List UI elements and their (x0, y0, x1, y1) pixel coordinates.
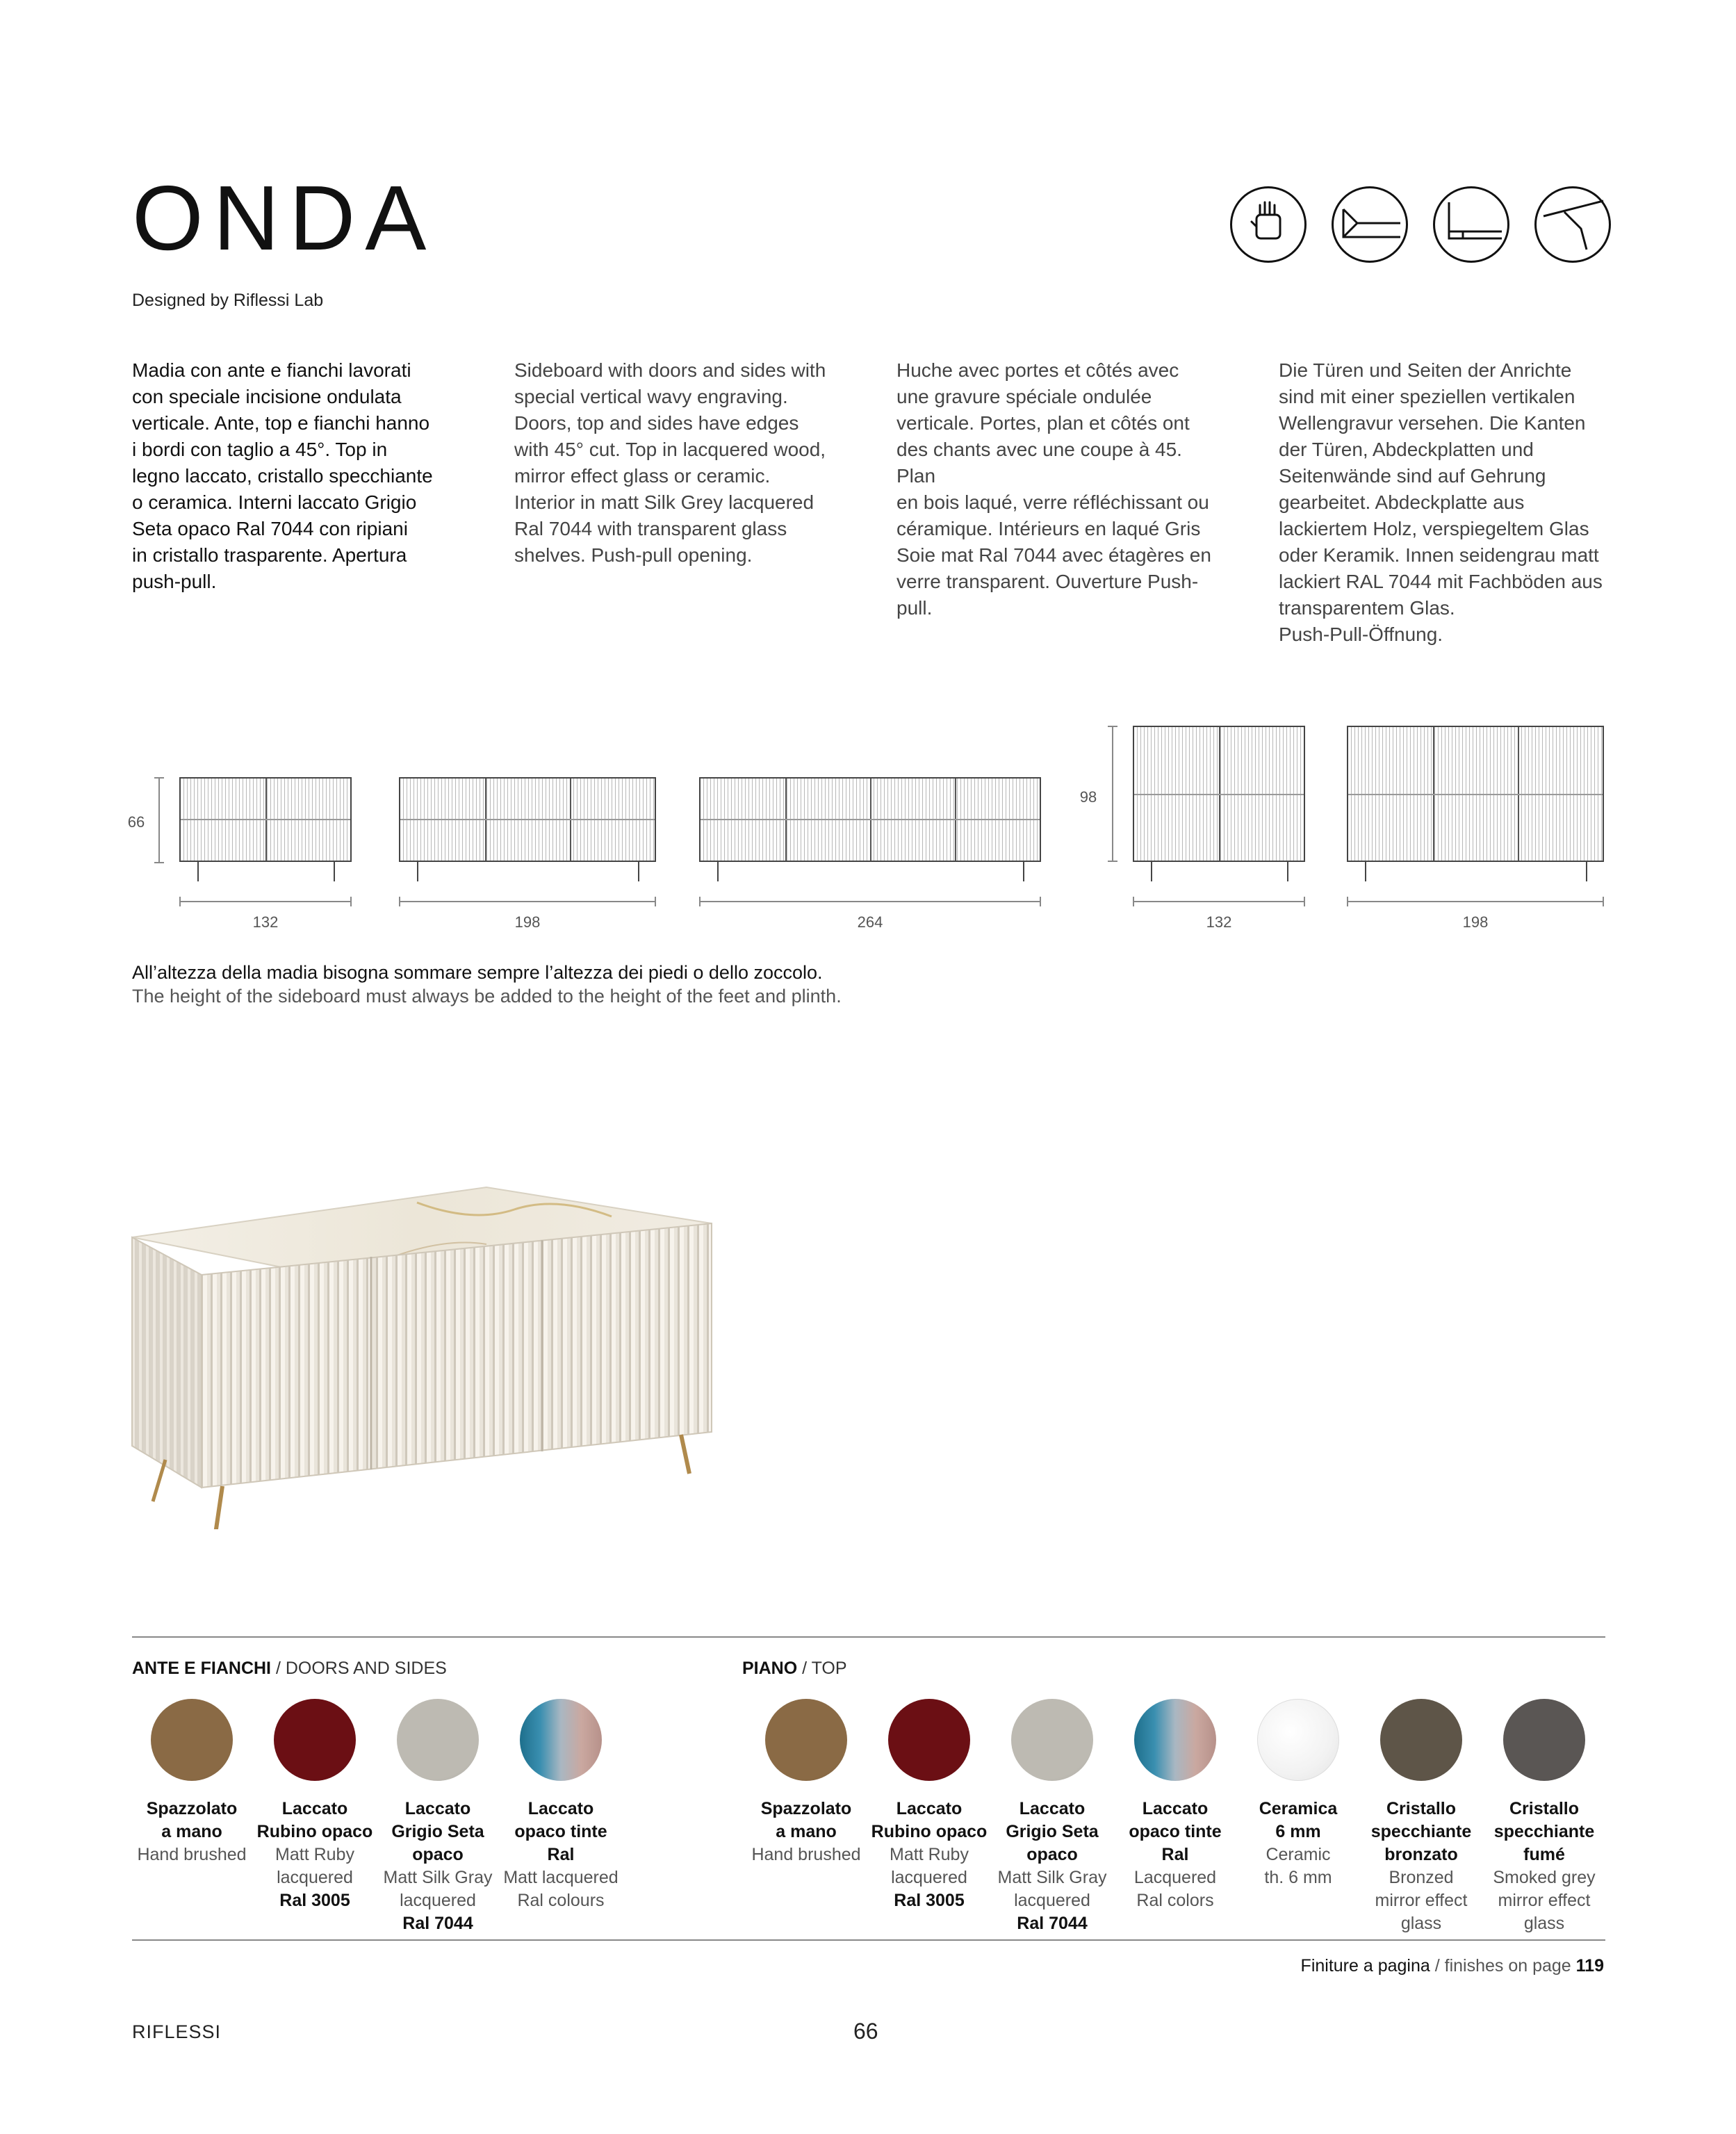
finish-subtitle: lacquered (891, 1868, 967, 1887)
angled-feet-icon (1534, 186, 1611, 263)
feature-icons (1230, 186, 1612, 270)
sideboard-leg (717, 862, 719, 881)
finish-subtitle: glass (1400, 1914, 1442, 1933)
sideboard-leg (638, 862, 639, 881)
product-photo (125, 1168, 730, 1529)
finish-subtitle: Lacquered (1133, 1868, 1217, 1887)
miter-cut-edge-icon (1332, 186, 1408, 263)
dimension-tick (154, 862, 164, 863)
finish-caption (1114, 1798, 1236, 1912)
width-dimension-line (699, 901, 1041, 902)
dimension-tick (1108, 726, 1117, 727)
finish-swatch (1257, 1699, 1339, 1781)
sideboard-leg (417, 862, 418, 881)
finish-title: Rubino opaco (256, 1822, 373, 1841)
finish-title: Rubino opaco (871, 1822, 988, 1841)
brand-footer: RIFLESSI (132, 2021, 222, 2042)
finish-subtitle: glass (1523, 1914, 1565, 1933)
description-italian: Madia con ante e fianchi lavorati con speciale incisione ondulata verticale. Ante, top e fianchi hanno i bordi con taglio a 45°. Top in legno laccato, cristallo specchiante o ceramica. Interni laccato Grigio Seta opaco Ral 7044 con ripiani in cristallo trasparente. Apertura push-pull. (132, 359, 433, 592)
width-label-264: 264 (857, 913, 883, 931)
width-label-132: 132 (252, 913, 279, 931)
finish-page-reference: Finiture a pagina / finishes on page 119 (1300, 1956, 1604, 1976)
description-french: Huche avec portes et côtés avec une gravure spéciale ondulée verticale. Portes, plan et côtés ont des chants avec une coupe à 45. Plan en bois laqué, verre réfléchissant ou céramique. Intérieurs en laqué Gris Soie mat Ral 7044 avec étagères en verre transparent. Ouverture Push- pull. (896, 359, 1211, 619)
designer-credit: Designed by Riflessi Lab (132, 291, 324, 310)
width-label-132-high: 132 (1206, 913, 1232, 931)
finish-ral-code: Ral 7044 (1017, 1914, 1088, 1933)
finish-swatch (274, 1699, 356, 1781)
finish-title: opaco (1026, 1845, 1078, 1864)
sideboard-198-high (1347, 726, 1604, 862)
description-german: Die Türen und Seiten der Anrichte sind mit einer speziellen vertikalen Wellengravur versehen. Die Kanten der Türen, Abdeckplatten und Seitenwände sind auf Gehrung gearbeitet. Abdeckplatte aus lackiertem Holz, verspiegeltem Glas oder Keramik. Innen seidengrau matt lackiert RAL 7044 mit Fachböden aus transparentem Glas. Push-Pull-Öffnung. (1279, 359, 1603, 645)
dimension-tick (655, 897, 656, 906)
finish-subtitle: lacquered (277, 1868, 353, 1887)
shelf-line (1348, 794, 1603, 795)
sideboard-264-low (699, 777, 1041, 862)
finish-subtitle: lacquered (400, 1891, 476, 1910)
finish-subtitle: Ceramic (1266, 1845, 1331, 1864)
height-label-66: 66 (127, 813, 145, 831)
height-note-english: The height of the sideboard must always be added to the height of the feet and plinth. (132, 986, 842, 1007)
finish-swatch (1503, 1699, 1585, 1781)
finish-title: opaco (412, 1845, 464, 1864)
finish-title: Grigio Seta (1006, 1822, 1099, 1841)
finish-swatch (765, 1699, 847, 1781)
finish-title: specchiante (1370, 1822, 1472, 1841)
finish-caption (1237, 1798, 1359, 1889)
finish-title: opaco tinte Ral (514, 1822, 607, 1864)
finish-title: fumé (1523, 1845, 1565, 1864)
finish-swatch (1380, 1699, 1462, 1781)
dimension-tick (699, 897, 701, 906)
width-dimension-line (399, 901, 656, 902)
finish-caption (991, 1798, 1113, 1935)
height-note-italian: All’altezza della madia bisogna sommare sempre l’altezza dei piedi o dello zoccolo. (132, 962, 823, 983)
sideboard-132-low (179, 777, 352, 862)
plinth-base-icon (1433, 186, 1509, 263)
finish-subtitle: Matt Ruby (890, 1845, 969, 1864)
sideboard-leg (1586, 862, 1587, 881)
divider-bottom (132, 1939, 1605, 1941)
finish-caption (500, 1798, 622, 1912)
finish-swatch (151, 1699, 233, 1781)
finish-subtitle: Ral colors (1136, 1891, 1214, 1910)
finish-subtitle: Smoked grey (1493, 1868, 1596, 1887)
finish-title: a mano (776, 1822, 837, 1841)
width-label-198-high: 198 (1462, 913, 1489, 931)
finish-swatch (520, 1699, 602, 1781)
dimension-tick (1133, 897, 1134, 906)
finish-caption (1483, 1798, 1605, 1935)
finish-subtitle: Matt Ruby (275, 1845, 354, 1864)
sideboard-leg (334, 862, 335, 881)
sideboard-leg (1023, 862, 1024, 881)
finish-swatch (888, 1699, 970, 1781)
dimension-tick (1040, 897, 1041, 906)
shelf-line (400, 819, 655, 820)
finish-title: Laccato (1019, 1799, 1086, 1818)
finish-title: opaco tinte Ral (1129, 1822, 1222, 1864)
sideboard-198-low (399, 777, 656, 862)
finish-title: Laccato (404, 1799, 471, 1818)
top-section-label: PIANO / TOP (742, 1659, 847, 1678)
finish-title: Laccato (527, 1799, 594, 1818)
finish-subtitle: th. 6 mm (1264, 1868, 1332, 1887)
width-dimension-line (1347, 901, 1604, 902)
finish-title: Spazzolato (146, 1799, 238, 1818)
width-dimension-line (1133, 901, 1305, 902)
finish-caption (745, 1798, 867, 1866)
dimension-tick (154, 777, 164, 779)
finish-subtitle: Ral colours (517, 1891, 605, 1910)
dimension-tick (399, 897, 400, 906)
height-dimension-line (158, 777, 160, 863)
width-label-198: 198 (514, 913, 541, 931)
page-number: 66 (853, 2019, 878, 2044)
finish-caption (254, 1798, 376, 1912)
dimension-tick (1603, 897, 1604, 906)
height-dimension-line (1112, 726, 1113, 862)
finish-subtitle: Bronzed (1389, 1868, 1454, 1887)
finish-ral-code: Ral 7044 (402, 1914, 473, 1933)
sideboard-leg (197, 862, 199, 881)
finish-caption (131, 1798, 253, 1866)
shelf-line (701, 819, 1040, 820)
finish-title: a mano (161, 1822, 222, 1841)
finish-title: Ceramica (1259, 1799, 1338, 1818)
dimension-tick (1347, 897, 1348, 906)
sideboard-leg (1365, 862, 1366, 881)
sideboard-leg (1151, 862, 1152, 881)
finish-caption (1360, 1798, 1482, 1935)
push-pull-hand-icon (1230, 186, 1307, 263)
finish-caption (868, 1798, 990, 1912)
finish-subtitle: Matt Silk Gray (383, 1868, 493, 1887)
finish-title: Cristallo (1386, 1799, 1457, 1818)
dimension-tick (350, 897, 352, 906)
finish-title: 6 mm (1275, 1822, 1321, 1841)
finish-swatch (1011, 1699, 1093, 1781)
finish-swatch (397, 1699, 479, 1781)
finish-subtitle: mirror effect (1498, 1891, 1591, 1910)
finish-title: specchiante (1493, 1822, 1595, 1841)
page-title: ONDA (132, 167, 436, 269)
width-dimension-line (179, 901, 352, 902)
doors-section-label: ANTE E FIANCHI / DOORS AND SIDES (132, 1659, 447, 1678)
dimension-tick (1304, 897, 1305, 906)
finish-title: Grigio Seta (391, 1822, 484, 1841)
finish-title: Spazzolato (760, 1799, 852, 1818)
finish-subtitle: Hand brushed (137, 1845, 247, 1864)
finish-subtitle: Matt Silk Gray (997, 1868, 1107, 1887)
finish-subtitle: Matt lacquered (503, 1868, 619, 1887)
description-english: Sideboard with doors and sides with special vertical wavy engraving. Doors, top and sides have edges with 45° cut. Top in lacquered wood, mirror effect glass or ceramic. Interior in matt Silk Grey lacquered Ral 7044 with transparent glass shelves. Push-pull opening. (514, 359, 826, 566)
finish-title: Laccato (1142, 1799, 1209, 1818)
finish-title: Cristallo (1509, 1799, 1580, 1818)
shelf-line (181, 819, 350, 820)
finish-title: Laccato (896, 1799, 963, 1818)
finish-swatch (1134, 1699, 1216, 1781)
dimension-tick (179, 897, 181, 906)
sideboard-132-high (1133, 726, 1305, 862)
finish-title: Laccato (281, 1799, 348, 1818)
finish-ral-code: Ral 3005 (279, 1891, 350, 1910)
shelf-line (1134, 794, 1304, 795)
finish-subtitle: Hand brushed (751, 1845, 861, 1864)
dimension-tick (1108, 861, 1117, 862)
sideboard-leg (1287, 862, 1288, 881)
finish-subtitle: lacquered (1014, 1891, 1090, 1910)
finish-ral-code: Ral 3005 (894, 1891, 965, 1910)
height-label-98: 98 (1079, 788, 1097, 806)
finish-caption (377, 1798, 499, 1935)
finish-subtitle: mirror effect (1375, 1891, 1468, 1910)
divider-top (132, 1636, 1605, 1638)
finish-title: bronzato (1384, 1845, 1458, 1864)
